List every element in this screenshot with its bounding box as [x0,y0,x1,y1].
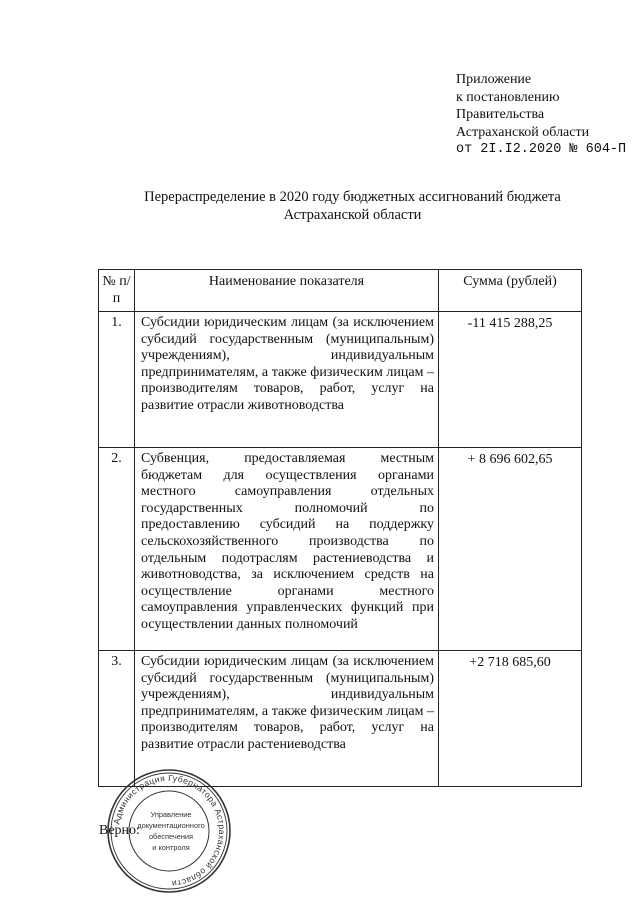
budget-table [98,269,582,787]
table-header-row [99,270,582,312]
row-num: 2. [99,448,135,651]
stamp-center-line-4: и контроля [152,843,190,852]
table-row [99,312,582,448]
title-line-1: Перераспределение в 2020 году бюджетных ассигнований бюджета [144,189,561,205]
stamp-ring-text: Администрация Губернатора Астраханской области [111,772,228,889]
stamp-center-line-2: документационного [137,821,205,830]
verified-label: Верно: [99,823,140,838]
row-sum: + 8 696 602,65 [439,448,582,651]
row-num: 3. [99,651,135,787]
stamp-center-line-3: обеспечения [148,832,194,841]
appendix-date-number: от 2I.I2.2020 № 604-П [456,142,627,157]
header-sum: Сумма (рублей) [439,270,582,312]
row-sum: -11 415 288,25 [439,312,582,448]
title-line-2: Астраханской области [283,207,422,223]
row-name: Субвенция, предоставляемая местным бюджетам для осуществления органами местного самоуправления отдельных государственных полномочий по предоставлению субсидий на поддержку сельскохозяйственного производства по отдельным подотраслям растениеводства и животноводства, за исключением средств на осуществление органами местного самоуправления управленческих функций при осуществлении данных полномочий [135,448,439,651]
table-row [99,448,582,651]
appendix-line-4: Астраханской области [456,124,590,140]
appendix-block [456,71,626,159]
stamp-center-line-1: Управление [150,810,192,819]
document-title [100,188,605,224]
appendix-line-1: Приложение [456,72,532,87]
row-name: Субсидии юридическим лицам (за исключением субсидий государственным (муниципальным) учреждениям), индивидуальным предпринимателям, а также физическим лицам – производителям товаров, работ, услуг на развитие отрасли растениеводства [135,651,439,787]
header-num: № п/п [99,270,135,312]
row-name: Субсидии юридическим лицам (за исключением субсидий государственным (муниципальным) учреждениям), индивидуальным предпринимателям, а также физическим лицам – производителям товаров, работ, услуг на развитие отрасли животноводства [135,312,439,448]
header-name: Наименование показателя [135,270,439,312]
row-sum: +2 718 685,60 [439,651,582,787]
appendix-line-3: Правительства [456,107,545,122]
row-num: 1. [99,312,135,448]
appendix-line-2: к постановлению [456,89,560,105]
